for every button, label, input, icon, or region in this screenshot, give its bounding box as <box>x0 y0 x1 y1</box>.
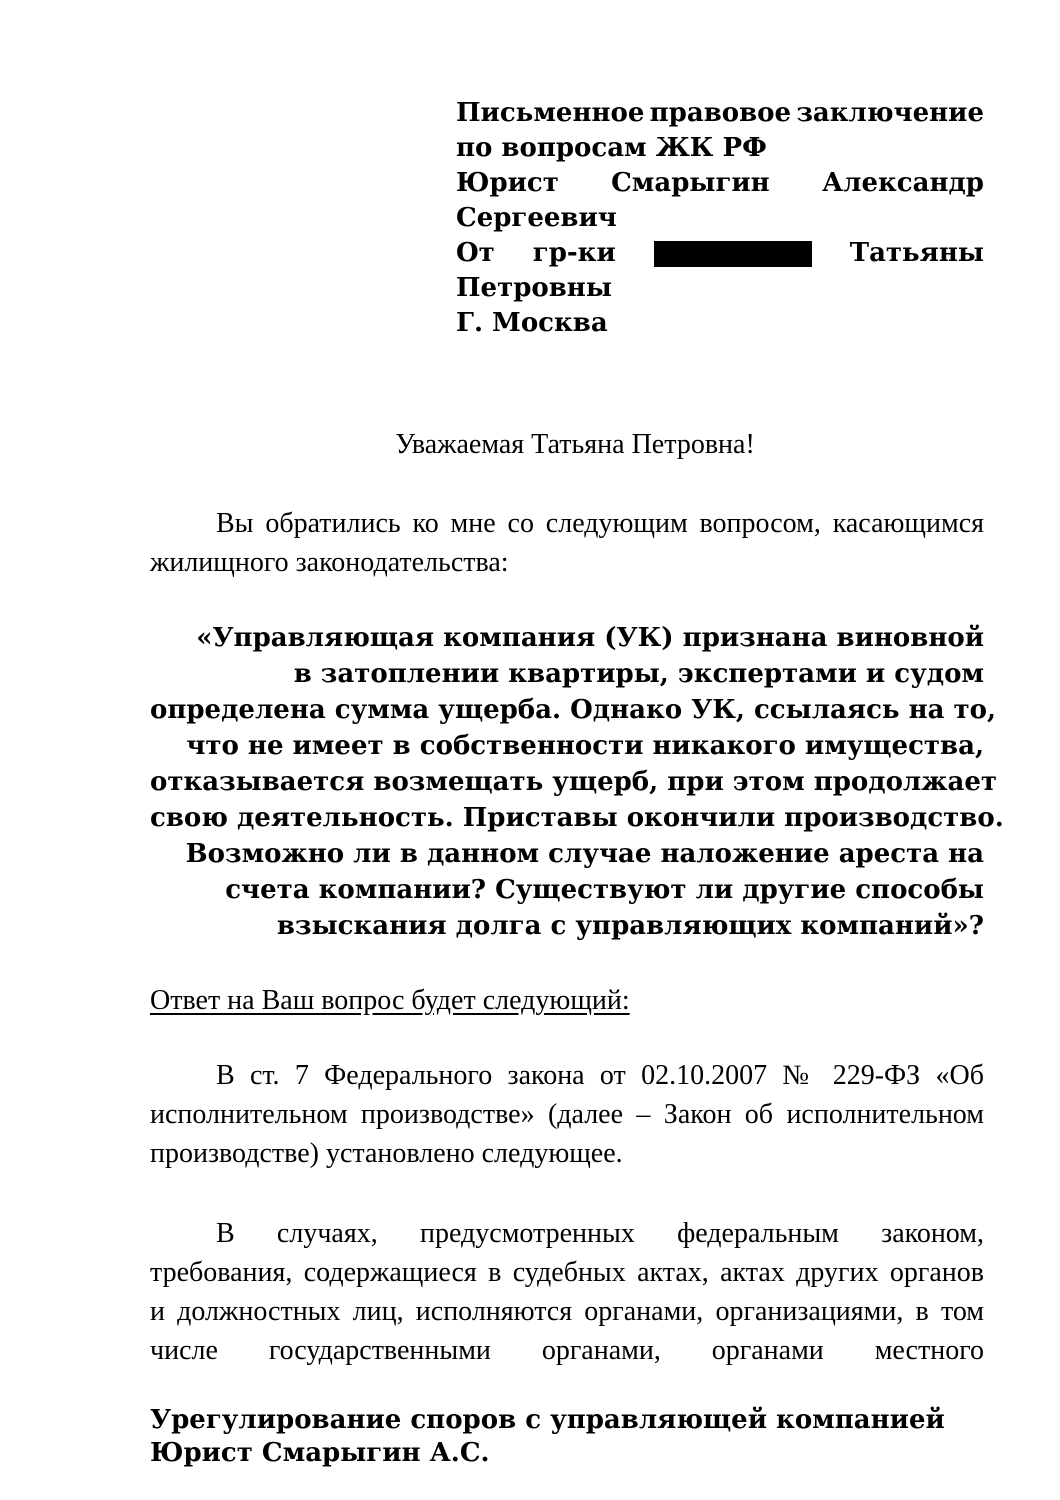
intro-line: жилищного законодательства: <box>150 547 509 578</box>
header-word: От <box>456 238 495 268</box>
question-line: свою деятельность. Приставы окончили производство. <box>150 803 1004 833</box>
footer-author: Юрист Смарыгин А.С. <box>150 1438 490 1468</box>
header-lawyer-line <box>456 166 984 201</box>
salutation: Уважаемая Татьяна Петровна! <box>395 429 755 460</box>
header-word: Смарыгин <box>611 168 770 198</box>
question-line: определена сумма ущерба. Однако УК, ссылаясь на то, <box>150 695 997 725</box>
header-subject: по вопросам ЖК РФ <box>456 133 767 163</box>
header-word: гр-ки <box>532 238 616 268</box>
question-line: «Управляющая компания (УК) признана виновной <box>196 623 984 653</box>
header-client-patronymic: Петровны <box>456 273 612 303</box>
cases-paragraph <box>150 1214 984 1370</box>
intro-line: Вы обратились ко мне со следующим вопросом, касающимся <box>216 508 984 539</box>
footer-title: Урегулирование споров с управляющей компанией <box>150 1405 945 1435</box>
header-from-line <box>456 236 984 271</box>
law-line: производстве) установлено следующее. <box>150 1138 623 1169</box>
header-word: Татьяны <box>849 238 984 268</box>
page-footer <box>150 1404 984 1470</box>
law-line: В ст. 7 Федерального закона от 02.10.2007 № 229-ФЗ «Об <box>216 1060 984 1091</box>
header-lawyer-patronymic: Сергеевич <box>456 203 617 233</box>
header-word: Письменное <box>456 98 645 128</box>
question-line: взыскания долга с управляющих компаний»? <box>276 911 984 941</box>
law-paragraph <box>150 1056 984 1173</box>
client-question <box>150 620 1004 944</box>
question-line: счета компании? Существуют ли другие способы <box>225 875 984 905</box>
cases-line: В случаях, предусмотренных федеральным законом, <box>216 1218 984 1249</box>
header-word: правовое <box>649 98 792 128</box>
question-line: что не имеет в собственности никакого имущества, <box>186 731 984 761</box>
question-line: Возможно ли в данном случае наложение ареста на <box>185 839 984 869</box>
question-line: в затоплении квартиры, экспертами и судом <box>293 659 984 689</box>
cases-line: требования, содержащиеся в судебных актах, актах других органов <box>150 1257 984 1288</box>
cases-line: и должностных лиц, исполняются органами, организациями, в том <box>150 1296 984 1327</box>
header-word: Александр <box>821 168 984 198</box>
question-line: отказывается возмещать ущерб, при этом продолжает <box>150 767 998 797</box>
answer-heading: Ответ на Ваш вопрос будет следующий: <box>150 985 630 1016</box>
cases-line: числе государственными органами, органами местного <box>150 1335 984 1366</box>
intro-paragraph <box>150 504 984 582</box>
header-city: Г. Москва <box>456 308 608 338</box>
law-line: исполнительном производстве» (далее – Закон об исполнительном <box>150 1099 984 1130</box>
header-title-line <box>456 96 984 131</box>
header-word: заключение <box>796 98 984 128</box>
redaction-bar <box>654 241 812 267</box>
document-header <box>456 96 984 341</box>
header-word: Юрист <box>456 168 559 198</box>
